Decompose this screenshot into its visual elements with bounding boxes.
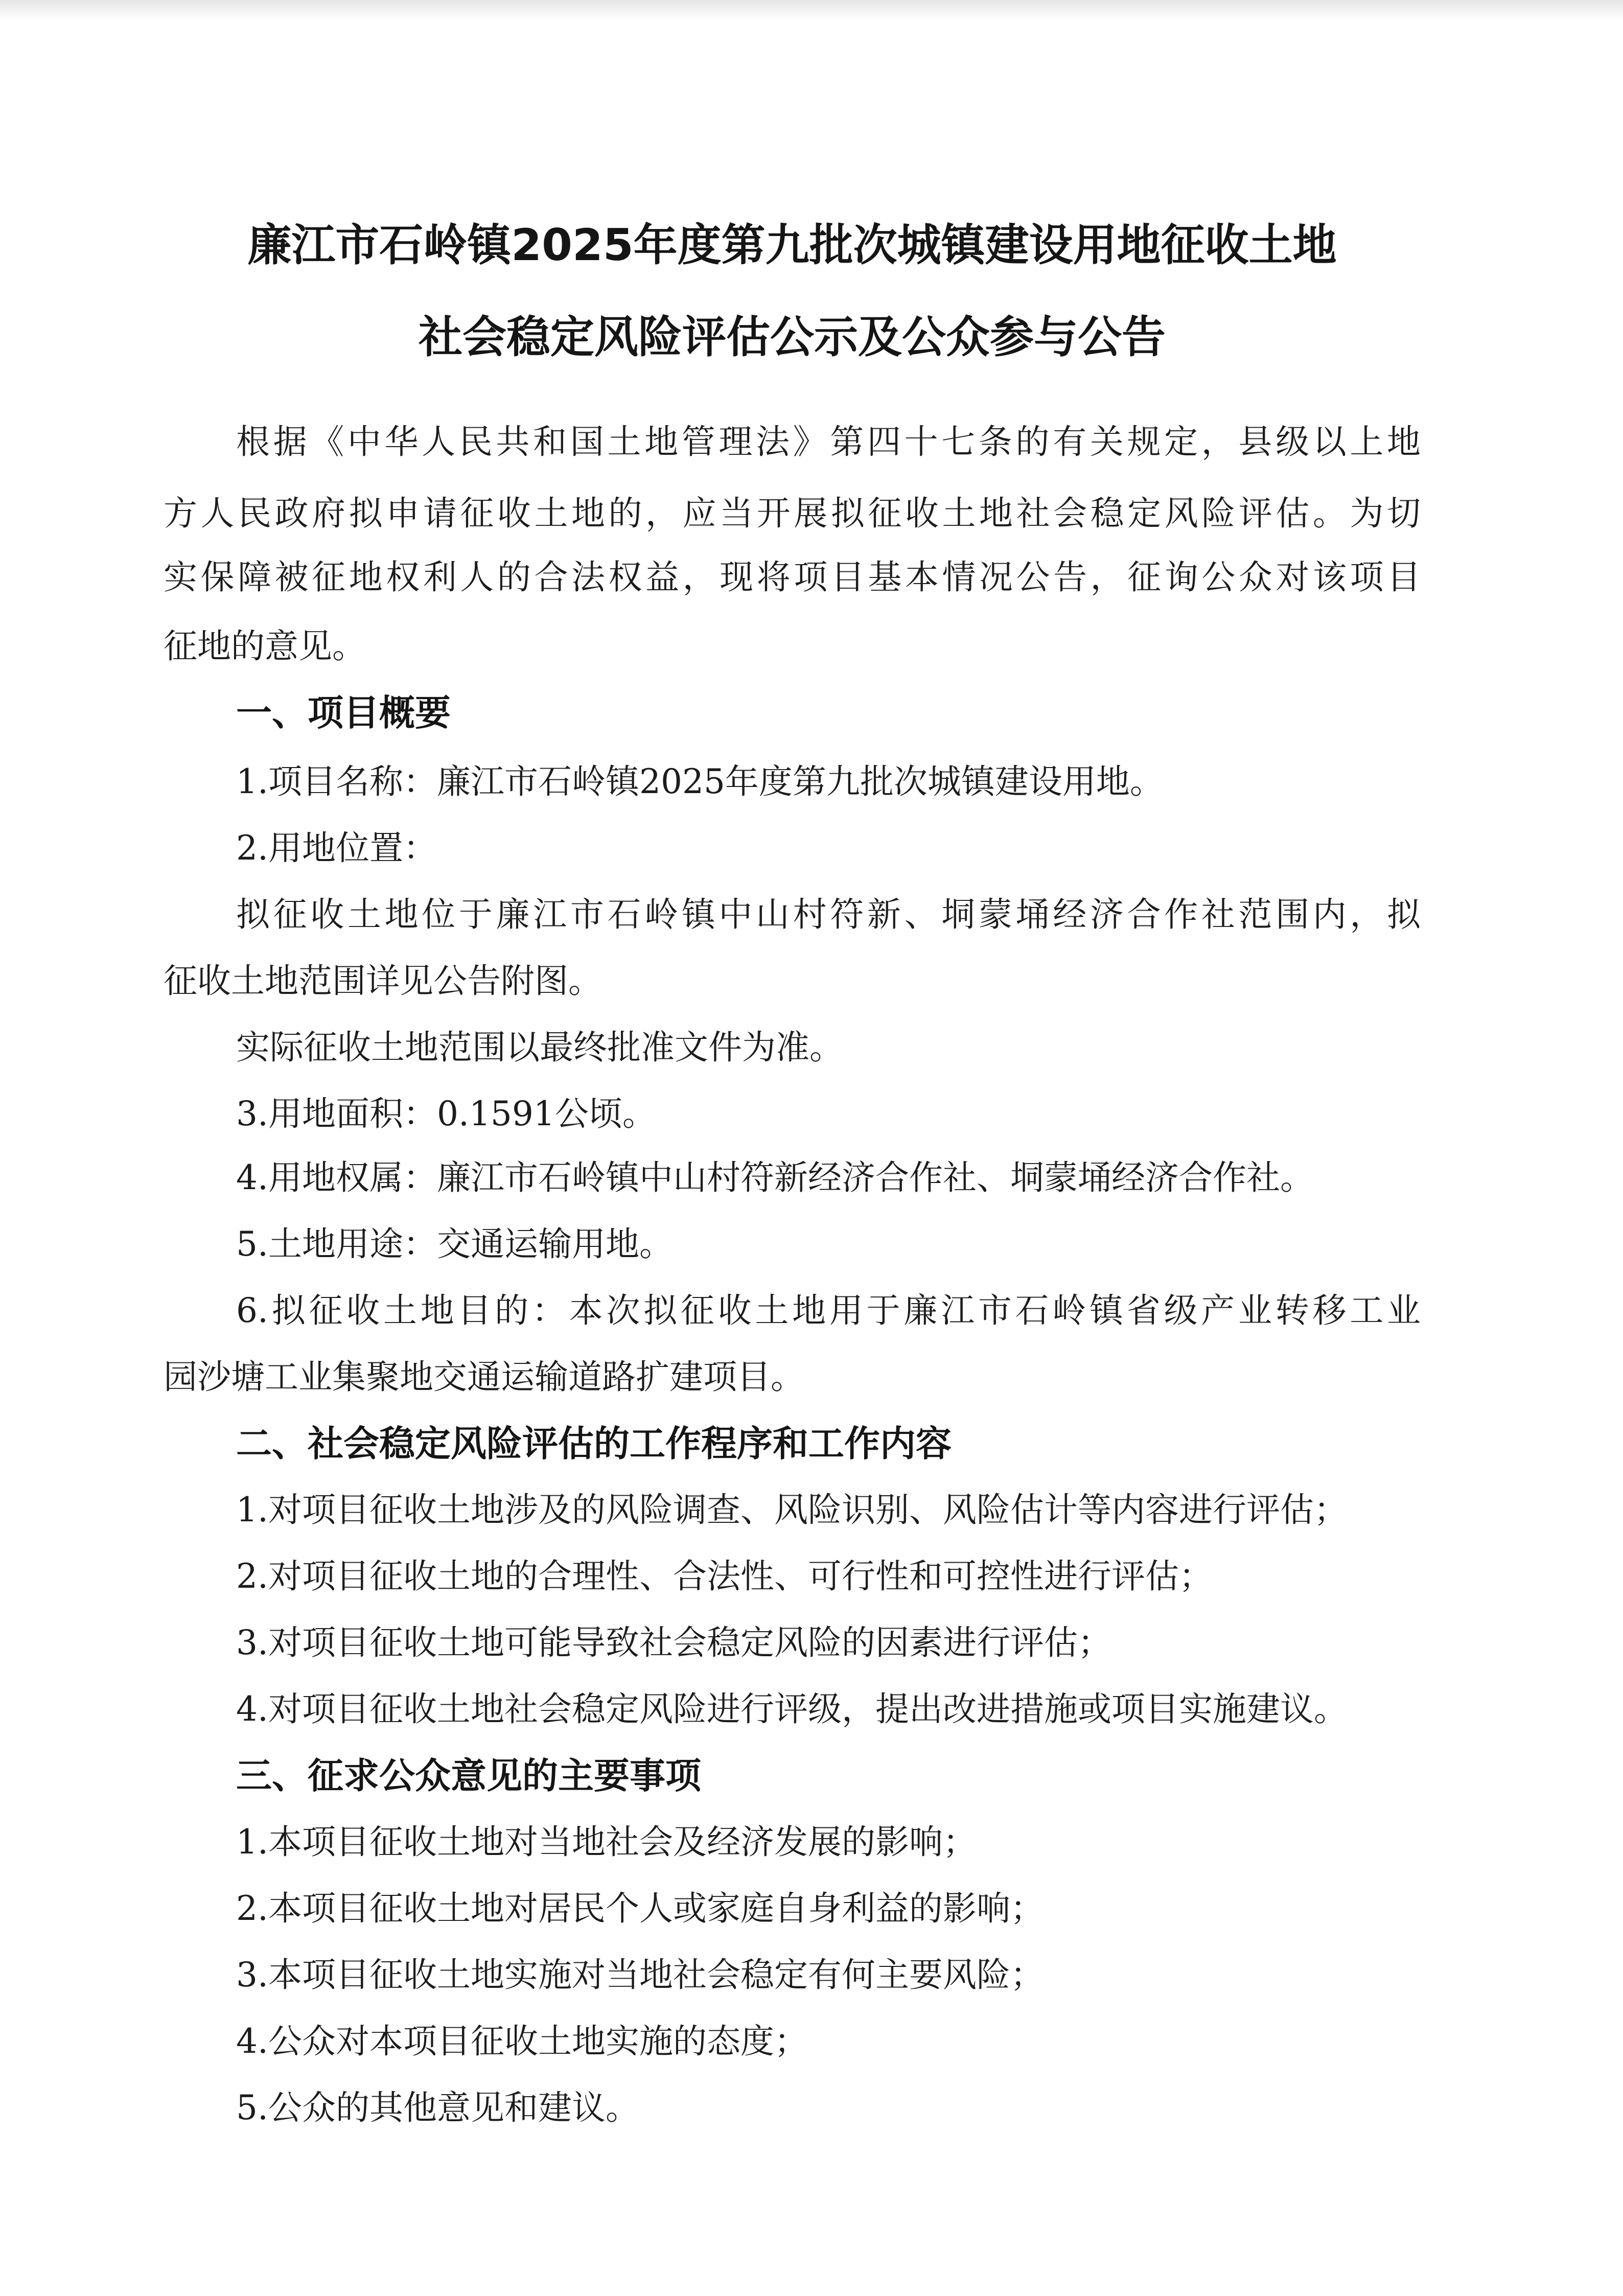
overview-item: 3.用地面积：0.1591公顷。 xyxy=(236,1094,656,1133)
procedure-item: 4.对项目征收土地社会稳定风险进行评级，提出改进措施或项目实施建议。 xyxy=(236,1689,1348,1729)
section-heading-public-opinion: 三、征求公众意见的主要事项 xyxy=(236,1755,701,1797)
overview-item: 4.用地权属：廉江市石岭镇中山村符新经济合作社、垌蒙埇经济合作社。 xyxy=(236,1158,1314,1197)
section-heading-overview: 一、项目概要 xyxy=(236,692,451,734)
overview-item: 6.拟征收土地目的：本次拟征收土地用于廉江市石岭镇省级产业转移工业 xyxy=(236,1291,1421,1330)
location-paragraph-line: 征收土地范围详见公告附图。 xyxy=(164,961,602,1001)
document-title-line-2: 社会稳定风险评估公示及公众参与公告 xyxy=(419,312,1166,363)
intro-paragraph-line: 根据《中华人民共和国土地管理法》第四十七条的有关规定，县级以上地 xyxy=(236,422,1421,461)
intro-paragraph-line: 实保障被征地权利人的合法权益，现将项目基本情况公告，征询公众对该项目 xyxy=(164,558,1421,597)
opinion-item: 4.公众对本项目征收土地实施的态度； xyxy=(236,2022,808,2061)
procedure-item: 3.对项目征收土地可能导致社会稳定风险的因素进行评估； xyxy=(236,1623,1111,1662)
overview-item: 1.项目名称：廉江市石岭镇2025年度第九批次城镇建设用地。 xyxy=(236,762,1164,801)
opinion-item: 2.本项目征收土地对居民个人或家庭自身利益的影响； xyxy=(236,1889,1044,1928)
opinion-item: 1.本项目征收土地对当地社会及经济发展的影响； xyxy=(236,1822,977,1862)
overview-item: 2.用地位置： xyxy=(236,828,437,868)
opinion-item: 5.公众的其他意见和建议。 xyxy=(236,2088,639,2127)
section-heading-procedure: 二、社会稳定风险评估的工作程序和工作内容 xyxy=(236,1423,952,1465)
intro-paragraph-line: 征地的意见。 xyxy=(164,627,366,666)
opinion-item: 3.本项目征收土地实施对当地社会稳定有何主要风险； xyxy=(236,1955,1044,1994)
scan-edge xyxy=(0,0,1623,20)
procedure-item: 2.对项目征收土地的合理性、合法性、可行性和可控性进行评估； xyxy=(236,1557,1213,1596)
location-note: 实际征收土地范围以最终批准文件为准。 xyxy=(236,1028,843,1067)
overview-item-continued: 园沙塘工业集聚地交通运输道路扩建项目。 xyxy=(164,1357,804,1397)
overview-item: 5.土地用途：交通运输用地。 xyxy=(236,1224,673,1264)
location-paragraph-line: 拟征收土地位于廉江市石岭镇中山村符新、垌蒙埇经济合作社范围内，拟 xyxy=(236,895,1421,934)
intro-paragraph-line: 方人民政府拟申请征收土地的，应当开展拟征收土地社会稳定风险评估。为切 xyxy=(164,494,1421,533)
procedure-item: 1.对项目征收土地涉及的风险调查、风险识别、风险估计等内容进行评估； xyxy=(236,1490,1348,1529)
document-title-line-1: 廉江市石岭镇2025年度第九批次城镇建设用地征收土地 xyxy=(247,220,1337,271)
